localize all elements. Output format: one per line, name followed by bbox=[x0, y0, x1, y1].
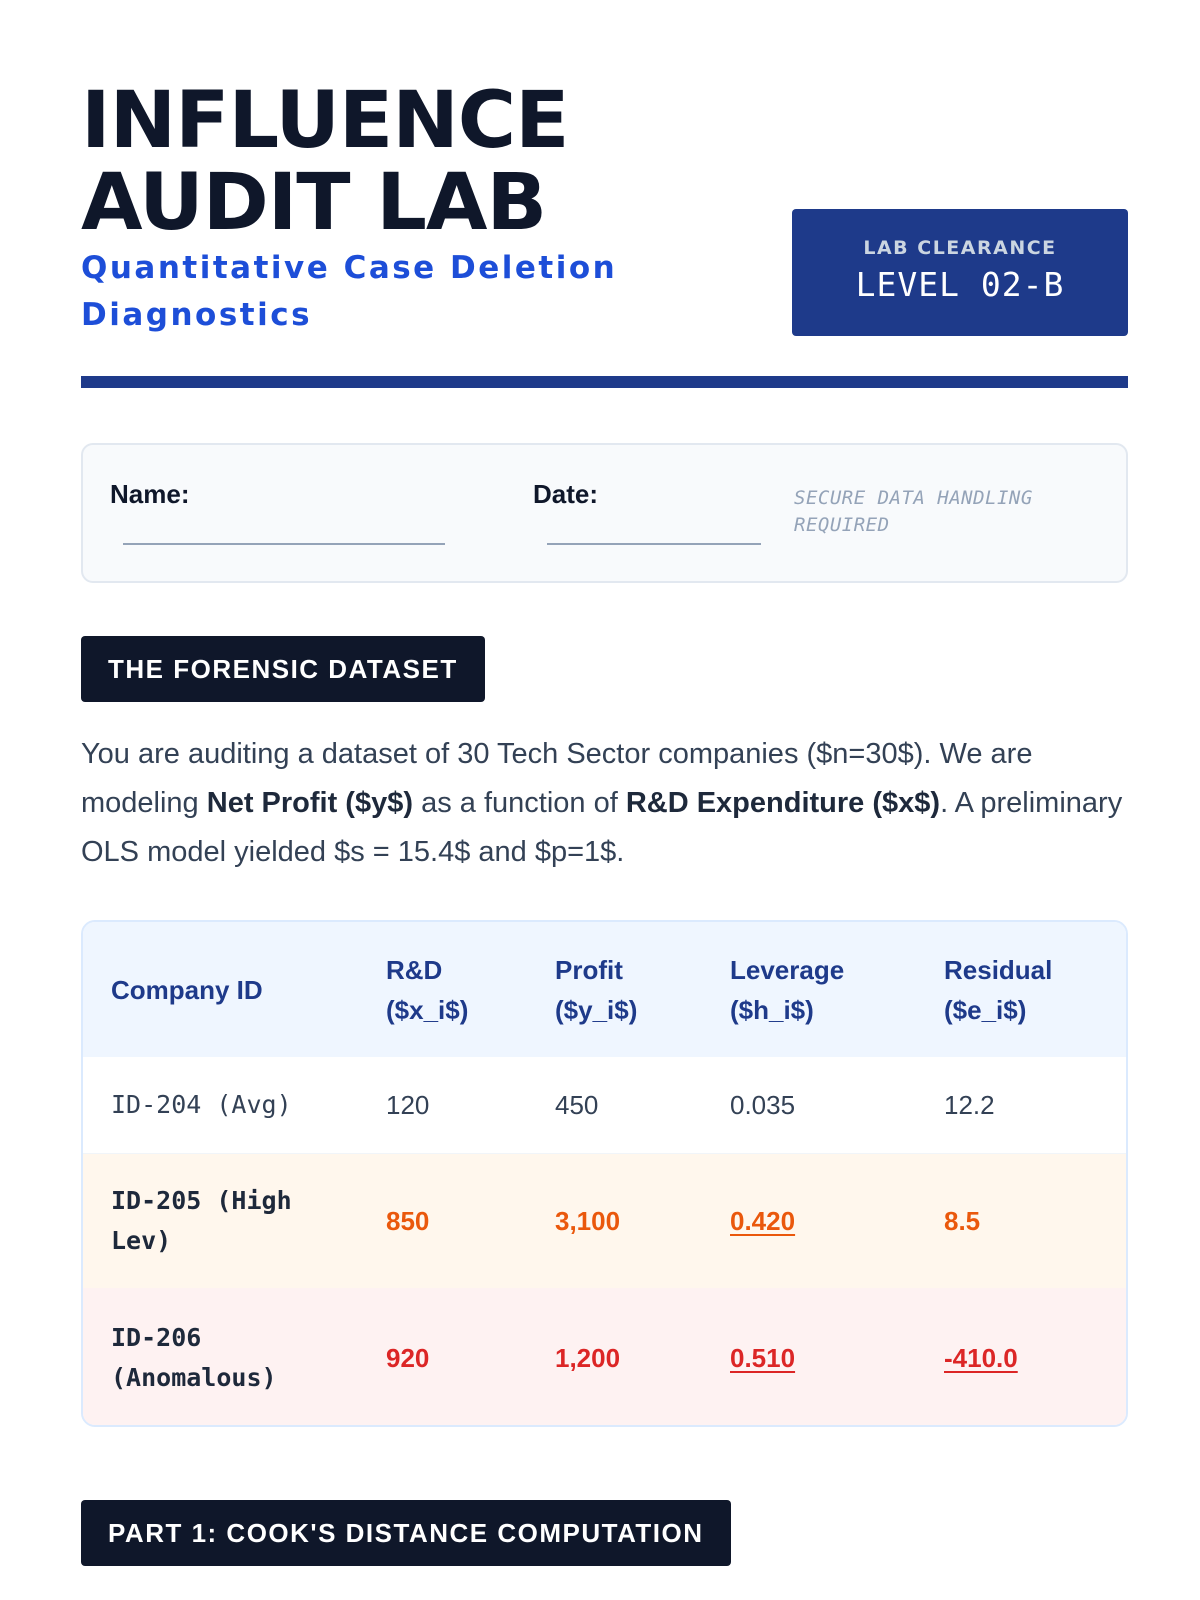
name-field[interactable] bbox=[123, 543, 445, 545]
description-text-2: as a function of bbox=[413, 787, 626, 819]
profit-cell: 3,100 bbox=[555, 1205, 621, 1236]
residual-cell: 12.2 bbox=[944, 1089, 995, 1120]
date-field[interactable] bbox=[547, 543, 761, 545]
rd-cell: 120 bbox=[386, 1089, 430, 1120]
company-id-cell: ID-205 (High Lev) bbox=[111, 1185, 292, 1255]
clearance-badge bbox=[792, 209, 1128, 336]
dataset-description bbox=[81, 730, 1128, 877]
clearance-level: LEVEL 02-B bbox=[855, 265, 1065, 304]
description-text-3: . A preliminary OLS model yielded $s = 15.4$ and $p=1$. bbox=[81, 787, 1123, 868]
header-divider bbox=[81, 376, 1128, 388]
description-text-1: You are auditing a dataset of 30 Tech Sector companies ($n=30$). We are modeling bbox=[81, 738, 1033, 819]
rd-cell: 920 bbox=[386, 1342, 430, 1373]
company-id-cell: ID-204 (Avg) bbox=[111, 1089, 292, 1119]
description-term-rd: R&D Expenditure ($x$) bbox=[625, 787, 941, 819]
date-label: Date: bbox=[533, 479, 599, 509]
col-leverage: Leverage ($h_i$) bbox=[730, 954, 845, 1025]
profit-cell: 1,200 bbox=[555, 1342, 621, 1373]
table-row-anomalous bbox=[83, 1288, 1128, 1427]
col-profit: Profit ($y_i$) bbox=[555, 954, 638, 1025]
col-company-id: Company ID bbox=[111, 974, 263, 1005]
col-residual: Residual ($e_i$) bbox=[944, 954, 1053, 1025]
page-subtitle: Quantitative Case Deletion Diagnostics bbox=[81, 250, 618, 333]
company-id-cell: ID-206 (Anomalous) bbox=[111, 1322, 277, 1392]
leverage-cell: 0.420 bbox=[730, 1205, 796, 1236]
secure-handling-note: SECURE DATA HANDLING REQUIRED bbox=[794, 487, 1033, 536]
col-rd: R&D ($x_i$) bbox=[386, 954, 469, 1025]
profit-cell: 450 bbox=[555, 1089, 599, 1120]
name-label: Name: bbox=[110, 479, 190, 509]
description-term-profit: Net Profit ($y$) bbox=[206, 787, 414, 819]
worksheet-page bbox=[81, 0, 1128, 1600]
residual-cell: 8.5 bbox=[944, 1205, 981, 1236]
leverage-cell: 0.510 bbox=[730, 1342, 796, 1373]
student-info-box bbox=[81, 443, 1128, 583]
section-banner-dataset: THE FORENSIC DATASET bbox=[81, 636, 485, 702]
dataset-table bbox=[81, 920, 1128, 1427]
table-row bbox=[83, 1057, 1128, 1153]
leverage-cell: 0.035 bbox=[730, 1089, 796, 1120]
rd-cell: 850 bbox=[386, 1205, 430, 1236]
title-line-1: INFLUENCE bbox=[81, 76, 569, 166]
section-banner-part1: PART 1: COOK'S DISTANCE COMPUTATION bbox=[81, 1500, 731, 1566]
clearance-label: LAB CLEARANCE bbox=[863, 237, 1057, 259]
residual-cell: -410.0 bbox=[944, 1342, 1018, 1373]
table-row-high-leverage bbox=[83, 1153, 1128, 1288]
page-header bbox=[81, 76, 1128, 340]
page-title bbox=[81, 76, 569, 248]
title-line-2: AUDIT LAB bbox=[81, 158, 547, 248]
table-header-row bbox=[83, 922, 1128, 1057]
